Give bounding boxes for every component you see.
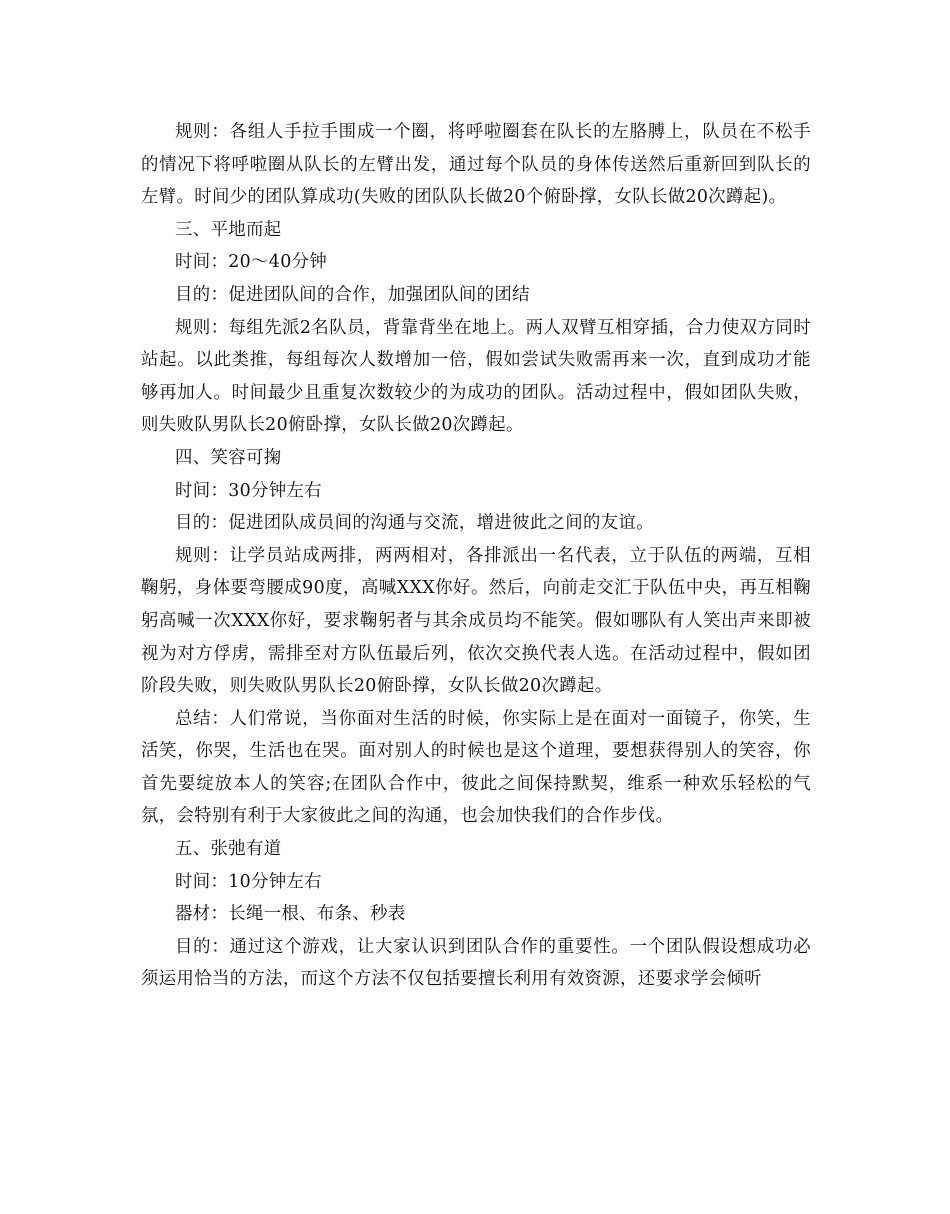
rules-paragraph-hula-hoop: 规则：各组人手拉手围成一个圈，将呼啦圈套在队长的左胳膊上，队员在不松手的情况下将呼啦圈从队长的左臂出发，通过每个队员的身体传送然后重新回到队长的左臂。时间少的团队算成功(失败的团队队长做20个俯卧撑，女队长做20次蹲起)。 [141, 122, 811, 208]
section-heading-3: 三、平地而起 [175, 219, 282, 240]
document-body [141, 116, 811, 996]
rules-paragraph-4: 规则：让学员站成两排，两两相对，各排派出一名代表，立于队伍的两端，互相鞠躬，身体要弯腰成90度，高喊XXX你好。然后，向前走交汇于队伍中央，再互相鞠躬高喊一次XXX你好，要求鞠躬者与其余成员均不能笑。假如哪队有人笑出声来即被视为对方俘虏，需排至对方队伍最后列，依次交换代表人选。在活动过程中，假如团阶段失败，则失败队男队长20俯卧撑，女队长做20次蹲起。 [141, 545, 811, 697]
time-line-4: 时间：30分钟左右 [175, 480, 323, 501]
time-line-5: 时间：10分钟左右 [175, 871, 323, 892]
section-heading-4: 四、笑容可掬 [175, 447, 282, 468]
equipment-line-5: 器材：长绳一根、布条、秒表 [175, 904, 406, 925]
time-line-3: 时间：20～40分钟 [175, 252, 328, 273]
summary-paragraph-4: 总结：人们常说，当你面对生活的时候，你实际上是在面对一面镜子，你笑，生活笑，你哭，生活也在哭。面对别人的时候也是这个道理，要想获得别人的笑容，你首先要绽放本人的笑容;在团队合作中，彼此之间保持默契，维系一种欢乐轻松的气氛，会特别有利于大家彼此之间的沟通，也会加快我们的合作步伐。 [141, 708, 811, 827]
purpose-paragraph-5: 目的：通过这个游戏，让大家认识到团队合作的重要性。一个团队假设想成功必须运用恰当的方法，而这个方法不仅包括要擅长利用有效资源，还要求学会倾听 [141, 936, 811, 990]
purpose-line-4: 目的：促进团队成员间的沟通与交流，增进彼此之间的友谊。 [175, 513, 654, 534]
purpose-line-3: 目的：促进团队间的合作，加强团队间的团结 [175, 284, 530, 305]
section-heading-5: 五、张弛有道 [175, 839, 282, 860]
rules-paragraph-3: 规则：每组先派2名队员，背靠背坐在地上。两人双臂互相穿插，合力使双方同时站起。以此类推，每组每次人数增加一倍，假如尝试失败需再来一次，直到成功才能够再加人。时间最少且重复次数较少的为成功的团队。活动过程中，假如团队失败，则失败队男队长20俯卧撑，女队长做20次蹲起。 [141, 317, 811, 436]
